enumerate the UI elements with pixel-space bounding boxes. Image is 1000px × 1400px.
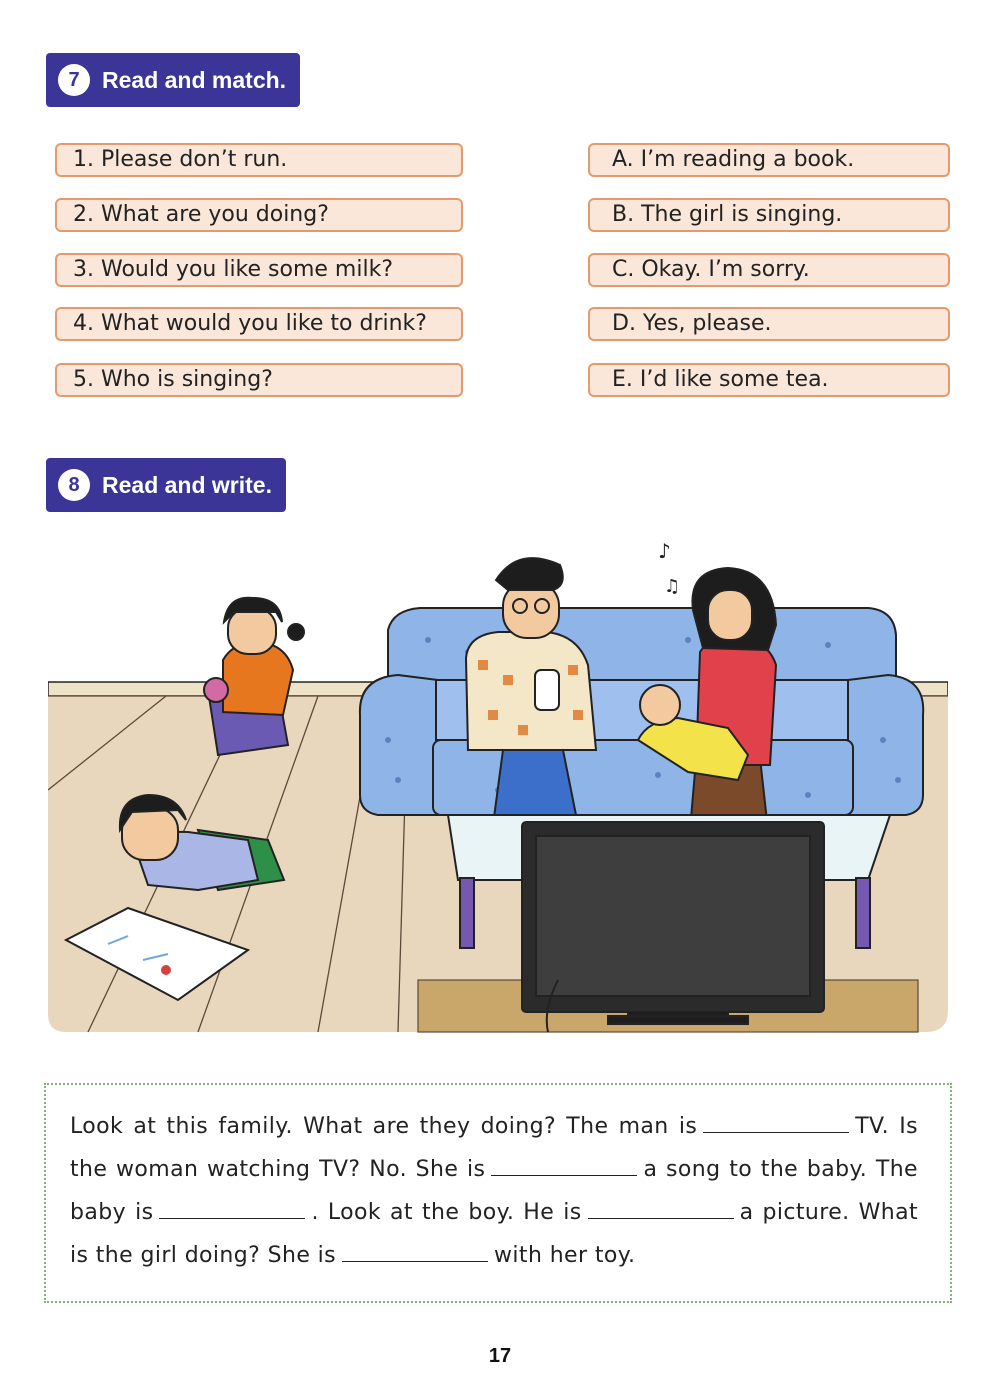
answer-blank-3[interactable] bbox=[159, 1198, 305, 1219]
answer-blank-1[interactable] bbox=[703, 1112, 849, 1133]
reading-passage bbox=[70, 1105, 918, 1277]
svg-text:♪: ♪ bbox=[658, 540, 671, 563]
passage-text: with her toy. bbox=[494, 1243, 636, 1268]
passage-text: What is the girl doing? She is bbox=[70, 1200, 918, 1268]
question-box-1[interactable]: 1. Please don’t run. bbox=[55, 143, 463, 177]
svg-text:♫: ♫ bbox=[664, 576, 681, 597]
section-number: 7 bbox=[58, 64, 90, 96]
question-box-3[interactable]: 3. Would you like some milk? bbox=[55, 253, 463, 287]
answer-box-a[interactable]: A. I’m reading a book. bbox=[588, 143, 950, 177]
question-box-4[interactable]: 4. What would you like to drink? bbox=[55, 307, 463, 341]
passage-text: . Look at the boy. He is bbox=[311, 1200, 582, 1225]
answer-box-d[interactable]: D. Yes, please. bbox=[588, 307, 950, 341]
question-box-2[interactable]: 2. What are you doing? bbox=[55, 198, 463, 232]
passage-text: a song to the baby. bbox=[643, 1157, 868, 1182]
question-box-5[interactable]: 5. Who is singing? bbox=[55, 363, 463, 397]
section-title: Read and match. bbox=[102, 66, 287, 93]
passage-text: Look at this family. What are they doing? The man is bbox=[70, 1114, 698, 1139]
reading-passage-box bbox=[44, 1083, 952, 1303]
passage-text: a picture. bbox=[739, 1200, 850, 1225]
answer-blank-2[interactable] bbox=[491, 1155, 637, 1176]
section-number: 8 bbox=[58, 469, 90, 501]
passage-text: the woman watching TV? No. She is bbox=[70, 1157, 486, 1182]
answer-blank-4[interactable] bbox=[588, 1198, 734, 1219]
passage-text: The baby is bbox=[70, 1157, 918, 1225]
section-8-header bbox=[46, 458, 286, 512]
answer-blank-5[interactable] bbox=[342, 1241, 488, 1262]
page-number: 17 bbox=[488, 1345, 512, 1367]
answer-box-c[interactable]: C. Okay. I’m sorry. bbox=[588, 253, 950, 287]
family-scene-illustration bbox=[48, 540, 948, 1040]
section-7-header bbox=[46, 53, 300, 107]
section-title: Read and write. bbox=[102, 471, 272, 498]
answer-box-b[interactable]: B. The girl is singing. bbox=[588, 198, 950, 232]
answer-box-e[interactable]: E. I’d like some tea. bbox=[588, 363, 950, 397]
passage-text: TV. Is bbox=[855, 1114, 918, 1139]
